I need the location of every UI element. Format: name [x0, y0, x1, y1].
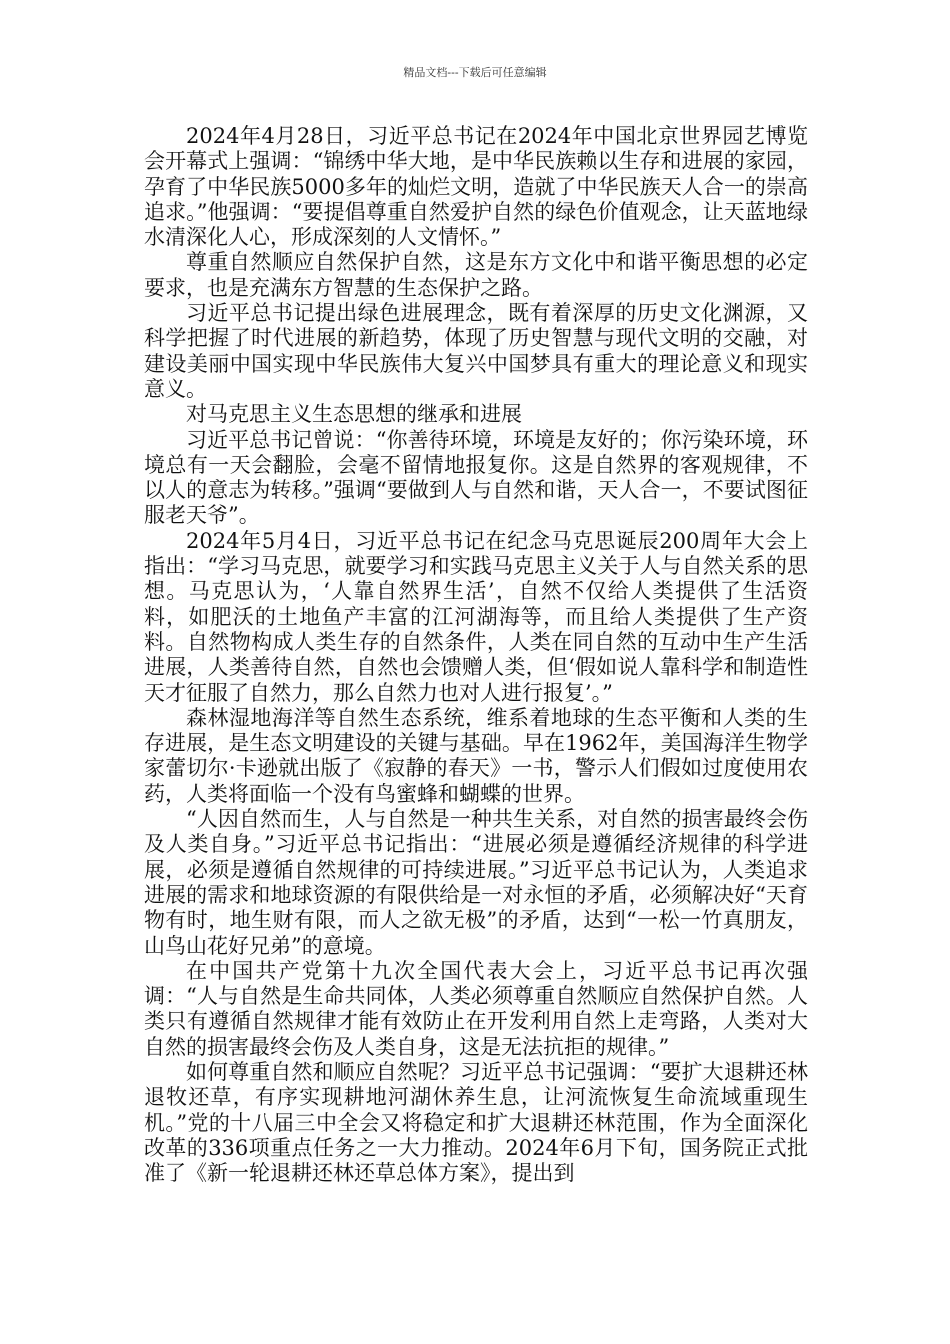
section-heading: 对马克思主义生态思想的继承和进展 [186, 402, 522, 427]
paragraph-5: 习近平总书记曾说：“你善待环境，环境是友好的；你污染环境，环境总有一天会翻脸，会毫不留情地报复你。这是自然界的客观规律，不以人的意志为转移。”强调“要做到人与自然和谐，天人合一，不要试图征服老天爷”。 [144, 427, 808, 528]
paragraph-2: 尊重自然顺应自然保护自然，这是东方文化中和谐平衡思想的必定要求，也是充满东方智慧的生态保护之路。 [144, 250, 808, 300]
paragraph-9: 在中国共产党第十九次全国代表大会上，习近平总书记再次强调：“人与自然是生命共同体，人类必须尊重自然顺应自然保护自然。人类只有遵循自然规律才能有效防止在开发利用自然上走弯路，人类对大自然的损害最终会伤及人类自身，这是无法抗拒的规律。” [144, 958, 808, 1059]
paragraph-6: 2024年5月4日，习近平总书记在纪念马克思诞辰200周年大会上指出：“学习马克思，就要学习和实践马克思主义关于人与自然关系的思想。马克思认为，‘人靠自然界生活’，自然不仅给人类提供了生活资料，如肥沃的土地鱼产丰富的江河湖海等，而且给人类提供了生产资料。自然物构成人类生存的自然条件，人类在同自然的互动中生产生活进展，人类善待自然，自然也会馈赠人类，但‘假如说人靠科学和制造性天才征服了自然力，那么自然力也对人进行报复’。” [144, 528, 808, 705]
page-header: 精品文档---下载后可任意编辑 [403, 66, 547, 79]
paragraph-10: 如何尊重自然和顺应自然呢？习近平总书记强调：“要扩大退耕还林退牧还草，有序实现耕地河湖休养生息，让河流恢复生命流域重现生机。”党的十八届三中全会又将稳定和扩大退耕还林范围，作为全面深化改革的336项重点任务之一大力推动。2024年6月下旬，国务院正式批准了《新一轮退耕还林还草总体方案》，提出到 [144, 1059, 808, 1186]
paragraph-8: “人因自然而生，人与自然是一种共生关系，对自然的损害最终会伤及人类自身。”习近平总书记指出：“进展必须是遵循经济规律的科学进展，必须是遵循自然规律的可持续进展。”习近平总书记认为，人类追求进展的需求和地球资源的有限供给是一对永恒的矛盾，必须解决好“天育物有时，地生财有限，而人之欲无极”的矛盾，达到“一松一竹真朋友，山鸟山花好兄弟”的意境。 [144, 807, 808, 958]
paragraph-1: 2024年4月28日，习近平总书记在2024年中国北京世界园艺博览会开幕式上强调：“锦绣中华大地，是中华民族赖以生存和进展的家园，孕育了中华民族5000多年的灿烂文明，造就了中华民族天人合一的崇高追求。”他强调：“要提倡尊重自然爱护自然的绿色价值观念，让天蓝地绿水清深化人心，形成深刻的人文情怀。” [144, 124, 808, 250]
document-body [144, 124, 808, 1186]
paragraph-7: 森林湿地海洋等自然生态系统，维系着地球的生态平衡和人类的生存进展，是生态文明建设的关键与基础。早在1962年，美国海洋生物学家蕾切尔·卡逊就出版了《寂静的春天》一书，警示人们假如过度使用农药，人类将面临一个没有鸟蜜蜂和蝴蝶的世界。 [144, 705, 808, 806]
paragraph-3: 习近平总书记提出绿色进展理念，既有着深厚的历史文化渊源，又科学把握了时代进展的新趋势，体现了历史智慧与现代文明的交融，对建设美丽中国实现中华民族伟大复兴中国梦具有重大的理论意义和现实意义。 [144, 301, 808, 401]
